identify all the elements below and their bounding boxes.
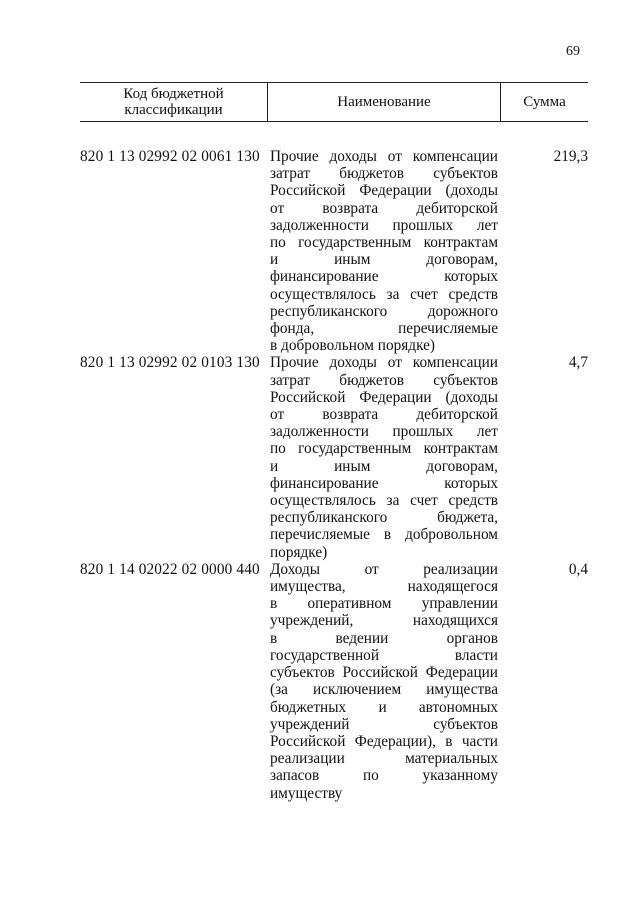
budget-code: 820 1 14 02022 02 0000 440 xyxy=(80,560,260,578)
row-name xyxy=(270,561,498,802)
name-line: имуществу xyxy=(270,784,343,802)
name-line: финансирование которых xyxy=(270,268,498,286)
table-row xyxy=(80,148,588,354)
row-name xyxy=(270,354,498,560)
name-line: учреждений, находящихся xyxy=(270,612,498,630)
name-line: субъектов Российской Федерации xyxy=(270,664,498,682)
name-line: и иным договорам, xyxy=(270,251,498,269)
name-line: Российской Федерации (доходы xyxy=(270,388,498,406)
name-line: фонда, перечисляемые xyxy=(270,320,498,338)
header-code xyxy=(80,83,268,121)
name-line: порядке) xyxy=(270,543,328,561)
name-line: осуществлялось за счет средств xyxy=(270,492,498,510)
row-sum: 219,3 xyxy=(553,148,588,165)
name-line: республиканского дорожного xyxy=(270,302,498,320)
name-line: Доходы от реализации xyxy=(270,560,498,578)
name-line: имущества, находящегося xyxy=(270,578,498,596)
page-number: 69 xyxy=(566,44,580,59)
name-line: учреждений субъектов xyxy=(270,715,498,733)
name-line: осуществлялось за счет средств xyxy=(270,285,498,303)
name-line: Прочие доходы от компенсации xyxy=(270,148,498,165)
header-sum: Сумма xyxy=(523,94,566,110)
table-header xyxy=(80,82,588,122)
table-body xyxy=(80,148,588,802)
name-line: бюджетных и автономных xyxy=(270,698,498,716)
header-name: Наименование xyxy=(268,83,501,121)
table-row xyxy=(80,561,588,802)
table-row xyxy=(80,354,588,560)
name-line: по государственным контрактам xyxy=(270,234,498,252)
row-name xyxy=(270,148,498,354)
name-line: задолженности прошлых лет xyxy=(270,423,498,441)
name-line: финансирование которых xyxy=(270,474,498,492)
name-line: от возврата дебиторской xyxy=(270,406,498,424)
budget-table xyxy=(80,82,588,802)
name-line: по государственным контрактам xyxy=(270,440,498,458)
name-line: в оперативном управлении xyxy=(270,595,498,613)
name-line: и иным договорам, xyxy=(270,457,498,475)
name-line: Российской Федерации), в части xyxy=(270,732,498,750)
name-line: Российской Федерации (доходы xyxy=(270,182,498,200)
name-line: затрат бюджетов субъектов xyxy=(270,165,498,183)
name-line: задолженности прошлых лет xyxy=(270,216,498,234)
header-code-line2: классификации xyxy=(124,102,223,118)
budget-code: 820 1 13 02992 02 0061 130 xyxy=(80,148,260,165)
header-code-line1: Код бюджетной xyxy=(123,86,224,102)
name-line: в добровольном порядке) xyxy=(270,337,436,355)
name-line: в ведении органов xyxy=(270,629,498,647)
row-sum: 0,4 xyxy=(568,560,588,578)
row-sum: 4,7 xyxy=(568,354,588,372)
name-line: от возврата дебиторской xyxy=(270,199,498,217)
name-line: запасов по указанному xyxy=(270,767,498,785)
name-line: республиканского бюджета, xyxy=(270,509,498,527)
budget-code: 820 1 13 02992 02 0103 130 xyxy=(80,354,260,372)
name-line: Прочие доходы от компенсации xyxy=(270,354,498,372)
name-line: (за исключением имущества xyxy=(270,681,498,699)
name-line: государственной власти xyxy=(270,646,498,664)
name-line: затрат бюджетов субъектов xyxy=(270,371,498,389)
name-line: перечисляемые в добровольном xyxy=(270,526,498,544)
name-line: реализации материальных xyxy=(270,750,498,768)
